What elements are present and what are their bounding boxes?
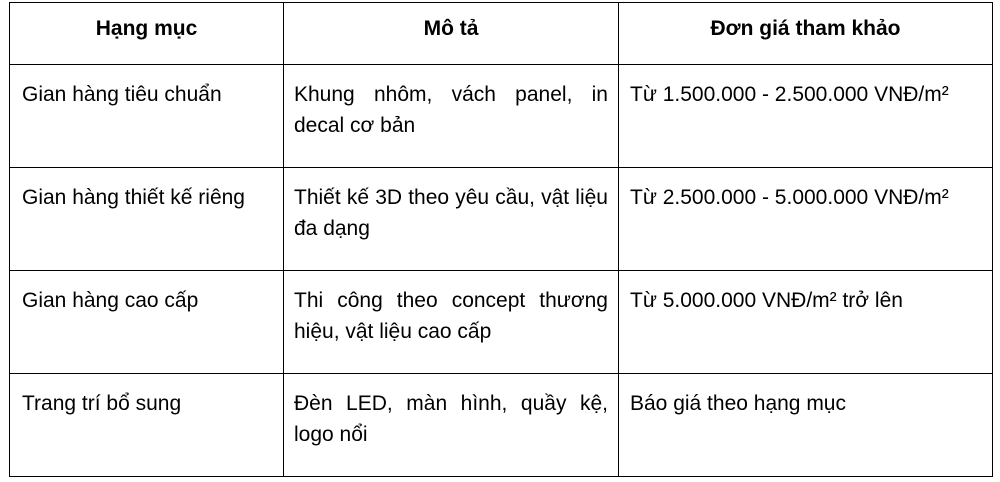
price-table (9, 2, 993, 477)
cell-price: Từ 1.500.000 - 2.500.000 VNĐ/m² (619, 65, 993, 168)
cell-price: Từ 5.000.000 VNĐ/m² trở lên (619, 271, 993, 374)
header-item: Hạng mục (10, 3, 284, 65)
cell-description: Đèn LED, màn hình, quầy kệ, logo nổi (284, 374, 619, 477)
header-price: Đơn giá tham khảo (619, 3, 993, 65)
table-row (10, 271, 993, 374)
cell-price: Từ 2.500.000 - 5.000.000 VNĐ/m² (619, 168, 993, 271)
cell-item: Trang trí bổ sung (10, 374, 284, 477)
cell-description: Khung nhôm, vách panel, in decal cơ bản (284, 65, 619, 168)
table-row (10, 374, 993, 477)
table-row (10, 168, 993, 271)
header-description: Mô tả (284, 3, 619, 65)
cell-description: Thi công theo concept thương hiệu, vật liệu cao cấp (284, 271, 619, 374)
cell-item: Gian hàng tiêu chuẩn (10, 65, 284, 168)
table-row (10, 65, 993, 168)
table-header-row (10, 3, 993, 65)
cell-description: Thiết kế 3D theo yêu cầu, vật liệu đa dạng (284, 168, 619, 271)
cell-item: Gian hàng cao cấp (10, 271, 284, 374)
cell-item: Gian hàng thiết kế riêng (10, 168, 284, 271)
cell-price: Báo giá theo hạng mục (619, 374, 993, 477)
